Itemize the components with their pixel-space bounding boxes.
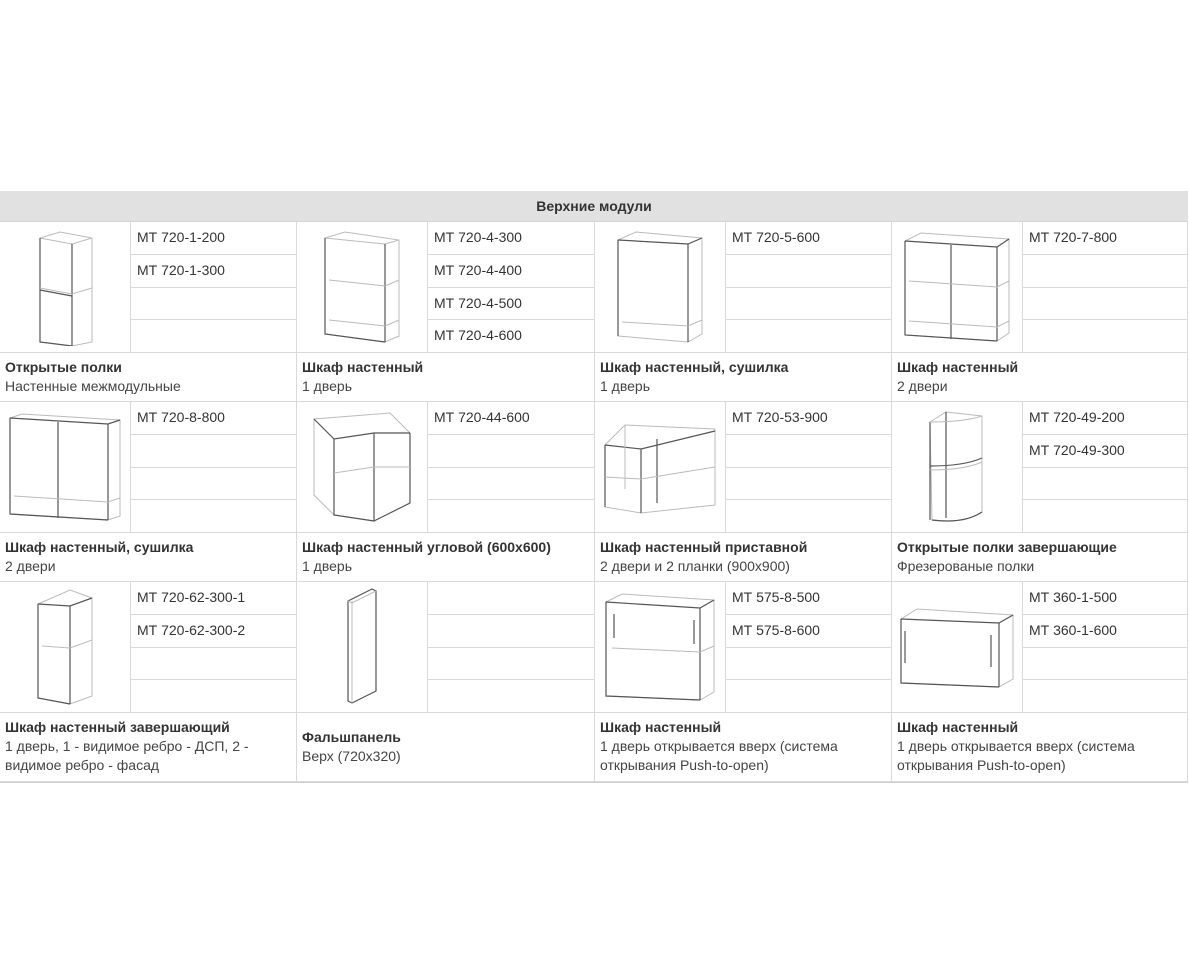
article-code	[726, 468, 891, 501]
module-card-top	[297, 402, 594, 533]
article-code[interactable]: МТ 360-1-500	[1023, 582, 1187, 615]
module-title: Шкаф настенный, сушилка	[5, 539, 194, 555]
module-card-top	[892, 402, 1187, 533]
dryer-cabinet-2door-icon[interactable]	[0, 402, 131, 532]
article-code[interactable]: МТ 720-44-600	[428, 402, 594, 435]
article-code[interactable]: МТ 720-4-600	[434, 327, 522, 344]
article-codes	[1023, 582, 1187, 712]
module-description	[0, 713, 296, 781]
module-description	[0, 353, 296, 401]
module-card-top	[892, 582, 1187, 713]
attached-cabinet-icon[interactable]	[595, 402, 726, 532]
article-codes	[428, 222, 594, 352]
article-code	[726, 435, 891, 468]
article-code	[1023, 648, 1187, 681]
article-code[interactable]: МТ 720-7-800	[1023, 222, 1187, 255]
module-card	[297, 402, 595, 582]
article-code[interactable]: МТ 575-8-500	[726, 582, 891, 615]
wall-cabinet-2door-icon[interactable]	[892, 222, 1023, 352]
module-description	[595, 353, 891, 401]
article-code[interactable]: МТ 720-1-300	[131, 255, 296, 288]
module-card-top	[595, 222, 891, 353]
article-code	[428, 435, 594, 468]
article-codes	[428, 402, 594, 532]
article-code[interactable]: МТ 720-4-500	[428, 288, 594, 321]
module-card-top	[595, 582, 891, 713]
module-title: Шкаф настенный, сушилка	[600, 359, 789, 375]
article-code	[1023, 288, 1187, 321]
false-panel-icon[interactable]	[297, 582, 428, 712]
article-codes	[726, 222, 891, 352]
module-title: Открытые полки	[5, 359, 122, 375]
module-description	[892, 713, 1187, 781]
module-subtitle: 2 двери и 2 планки (900x900)	[600, 558, 790, 574]
module-subtitle: 1 дверь	[302, 558, 352, 574]
lift-up-cabinet-small-icon[interactable]	[892, 582, 1023, 712]
module-subtitle: Настенные межмодульные	[5, 378, 181, 394]
module-title: Шкаф настенный	[600, 719, 722, 735]
module-card-top	[0, 222, 296, 353]
article-codes	[131, 222, 296, 352]
module-description	[297, 353, 594, 401]
module-card-top	[297, 222, 594, 353]
article-code[interactable]: МТ 720-62-300-1	[131, 582, 296, 615]
module-card-top	[0, 582, 296, 713]
article-code[interactable]: МТ 720-1-200	[131, 222, 296, 255]
article-code[interactable]: МТ 720-49-200	[1023, 402, 1187, 435]
module-description	[595, 713, 891, 781]
article-code	[131, 468, 296, 501]
module-card	[892, 402, 1188, 582]
modules-grid	[0, 222, 1188, 783]
article-code	[428, 680, 594, 712]
module-subtitle: 1 дверь открывается вверх (система открывания Push-to-open)	[600, 738, 838, 773]
module-title: Шкаф настенный угловой (600x600)	[302, 539, 551, 555]
article-code	[1023, 680, 1187, 712]
open-shelf-icon[interactable]	[0, 222, 131, 352]
module-card	[595, 582, 892, 782]
module-subtitle: Верх (720x320)	[302, 748, 401, 764]
article-code	[1023, 255, 1187, 288]
article-code	[428, 468, 594, 501]
article-codes	[131, 582, 296, 712]
module-description	[297, 713, 594, 781]
article-codes	[1023, 402, 1187, 532]
article-code	[726, 648, 891, 681]
article-code	[428, 582, 594, 615]
article-code	[1023, 320, 1187, 352]
article-code	[726, 320, 891, 352]
article-code	[726, 288, 891, 321]
article-code	[131, 500, 296, 532]
module-description	[0, 533, 296, 581]
module-subtitle: 1 дверь открывается вверх (система открывания Push-to-open)	[897, 738, 1135, 773]
module-title: Фальшпанель	[302, 729, 401, 745]
module-title: Шкаф настенный	[302, 359, 424, 375]
module-card-top	[595, 402, 891, 533]
module-subtitle: 1 дверь	[302, 378, 352, 394]
module-card-top	[297, 582, 594, 713]
module-description	[595, 533, 891, 581]
wall-cabinet-1door-icon[interactable]	[297, 222, 428, 352]
article-code	[428, 648, 594, 681]
dryer-cabinet-1door-icon[interactable]	[595, 222, 726, 352]
section-title: Верхние модули	[536, 198, 652, 214]
lift-up-cabinet-icon[interactable]	[595, 582, 726, 712]
article-code[interactable]: МТ 720-62-300-2	[131, 615, 296, 648]
article-code	[131, 435, 296, 468]
module-description	[892, 533, 1187, 581]
article-code	[726, 500, 891, 532]
article-code	[726, 680, 891, 712]
article-code[interactable]: МТ 360-1-600	[1023, 615, 1187, 648]
article-code	[428, 615, 594, 648]
article-code[interactable]: МТ 575-8-600	[726, 615, 891, 648]
module-card	[892, 222, 1188, 402]
article-code[interactable]: МТ 720-5-600	[726, 222, 891, 255]
module-card	[297, 582, 595, 782]
module-card	[595, 222, 892, 402]
article-code	[131, 320, 296, 352]
article-codes	[1023, 222, 1187, 352]
module-title: Шкаф настенный приставной	[600, 539, 808, 555]
module-card	[297, 222, 595, 402]
section-header	[0, 191, 1188, 222]
corner-cabinet-icon[interactable]	[297, 402, 428, 532]
end-shelves-icon[interactable]	[892, 402, 1023, 532]
module-title: Открытые полки завершающие	[897, 539, 1117, 555]
module-card	[892, 582, 1188, 782]
module-title: Шкаф настенный	[897, 719, 1019, 735]
article-code	[131, 648, 296, 681]
module-card	[0, 222, 297, 402]
article-code[interactable]: МТ 720-53-900	[726, 402, 891, 435]
module-subtitle: 2 двери	[897, 378, 948, 394]
article-code[interactable]: МТ 720-4-300	[428, 222, 594, 255]
module-card-top	[0, 402, 296, 533]
module-card	[595, 402, 892, 582]
article-codes	[428, 582, 594, 712]
module-subtitle: 2 двери	[5, 558, 56, 574]
article-code	[428, 500, 594, 532]
end-cabinet-icon[interactable]	[0, 582, 131, 712]
module-card	[0, 402, 297, 582]
module-title: Шкаф настенный завершающий	[5, 719, 230, 735]
article-code[interactable]: МТ 720-4-400	[428, 255, 594, 288]
module-description	[892, 353, 1187, 401]
module-subtitle: Фрезерованые полки	[897, 558, 1035, 574]
module-card	[0, 582, 297, 782]
article-code[interactable]: МТ 720-8-800	[131, 402, 296, 435]
article-code	[131, 680, 296, 712]
module-subtitle: 1 дверь	[600, 378, 650, 394]
article-code	[1023, 468, 1187, 501]
article-codes	[131, 402, 296, 532]
article-codes	[726, 582, 891, 712]
upper-modules-catalog	[0, 191, 1188, 783]
article-code	[131, 288, 296, 321]
module-title: Шкаф настенный	[897, 359, 1019, 375]
article-code	[726, 255, 891, 288]
article-code[interactable]: МТ 720-49-300	[1023, 435, 1187, 468]
article-code	[1023, 500, 1187, 532]
article-codes	[726, 402, 891, 532]
module-card-top	[892, 222, 1187, 353]
module-subtitle: 1 дверь, 1 - видимое ребро - ДСП, 2 - видимое ребро - фасад	[5, 738, 249, 773]
module-description	[297, 533, 594, 581]
